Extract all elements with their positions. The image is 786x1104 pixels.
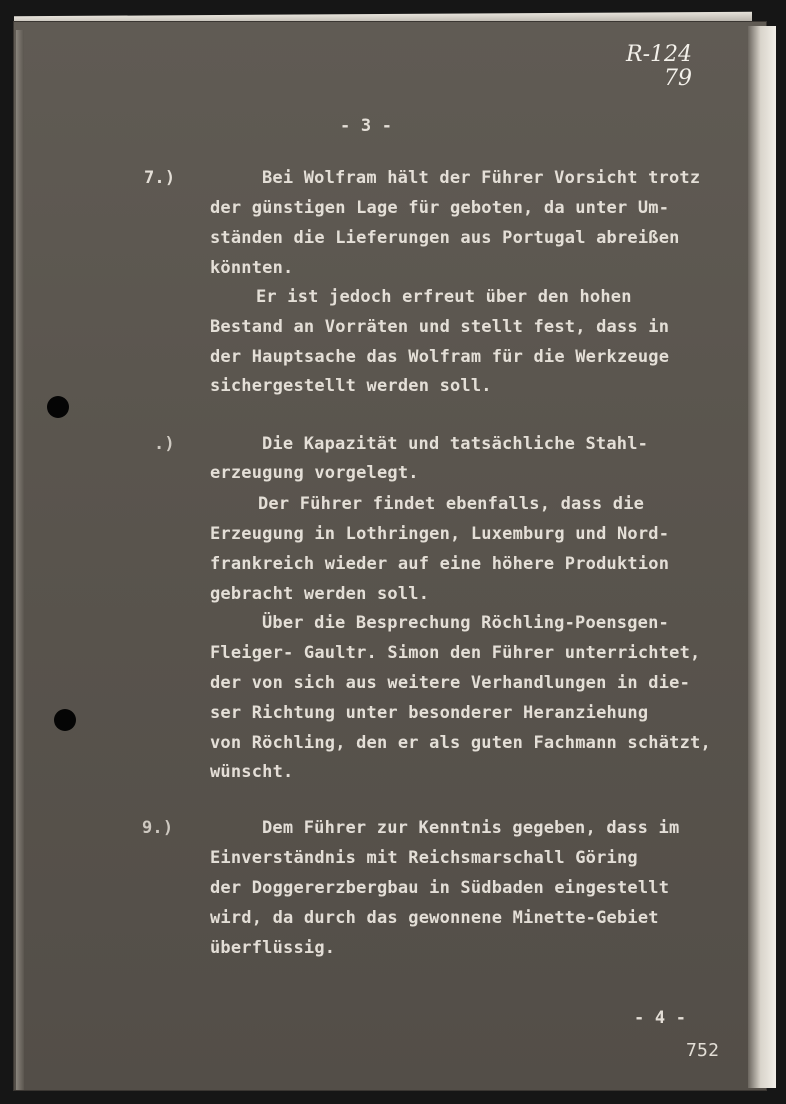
text-line: Die Kapazität und tatsächliche Stahl- bbox=[262, 434, 649, 454]
text-line: wünscht. bbox=[210, 762, 294, 782]
text-line: Bei Wolfram hält der Führer Vorsicht trotz bbox=[262, 168, 701, 188]
text-line: sichergestellt werden soll. bbox=[210, 376, 492, 396]
text-line: Über die Besprechung Röchling-Poensgen- bbox=[262, 613, 669, 633]
text-line: wird, da durch das gewonnene Minette-Gebiet bbox=[210, 908, 659, 928]
text-line: frankreich wieder auf eine höhere Produktion bbox=[210, 554, 670, 574]
text-line: ser Richtung unter besonderer Heranziehung bbox=[210, 703, 649, 723]
text-line: Fleiger- Gaultr. Simon den Führer unterrichtet, bbox=[210, 643, 701, 663]
punch-hole-lower bbox=[54, 709, 76, 731]
text-line: Einverständnis mit Reichsmarschall Göring bbox=[210, 848, 638, 868]
archive-mark-line2: 79 bbox=[664, 66, 692, 91]
text-line: der günstigen Lage für geboten, da unter Um- bbox=[210, 198, 670, 218]
text-line: der von sich aus weitere Verhandlungen in die- bbox=[210, 673, 691, 693]
text-line: könnten. bbox=[210, 258, 294, 278]
text-line: Er ist jedoch erfreut über den hohen bbox=[256, 287, 632, 307]
text-line: gebracht werden soll. bbox=[210, 584, 430, 604]
paragraph-9-number: 9.) bbox=[142, 818, 174, 838]
page-number: - 3 - bbox=[340, 116, 393, 136]
text-line: erzeugung vorgelegt. bbox=[210, 463, 419, 483]
text-line: ständen die Lieferungen aus Portugal abreißen bbox=[210, 228, 680, 248]
text-line: Dem Führer zur Kenntnis gegeben, dass im bbox=[262, 818, 680, 838]
text-line: der Hauptsache das Wolfram für die Werkzeuge bbox=[210, 347, 670, 367]
text-line: Erzeugung in Lothringen, Luxemburg und Nord- bbox=[210, 524, 670, 544]
text-line: von Röchling, den er als guten Fachmann schätzt, bbox=[210, 733, 711, 753]
paragraph-8-number: .) bbox=[154, 434, 175, 454]
text-line: überflüssig. bbox=[210, 938, 336, 958]
next-page-indicator: - 4 - bbox=[634, 1008, 687, 1028]
paper-left-edge bbox=[16, 30, 24, 1090]
text-line: der Doggererzbergbau in Südbaden eingestellt bbox=[210, 878, 670, 898]
stamp-number: 752 bbox=[686, 1040, 720, 1061]
text-line: Der Führer findet ebenfalls, dass die bbox=[258, 494, 645, 514]
punch-hole-upper bbox=[47, 396, 69, 418]
paragraph-7-number: 7.) bbox=[144, 168, 176, 188]
paper-right-edge bbox=[748, 26, 776, 1088]
text-line: Bestand an Vorräten und stellt fest, dass in bbox=[210, 317, 670, 337]
archive-mark-line1: R-124 bbox=[626, 42, 692, 67]
